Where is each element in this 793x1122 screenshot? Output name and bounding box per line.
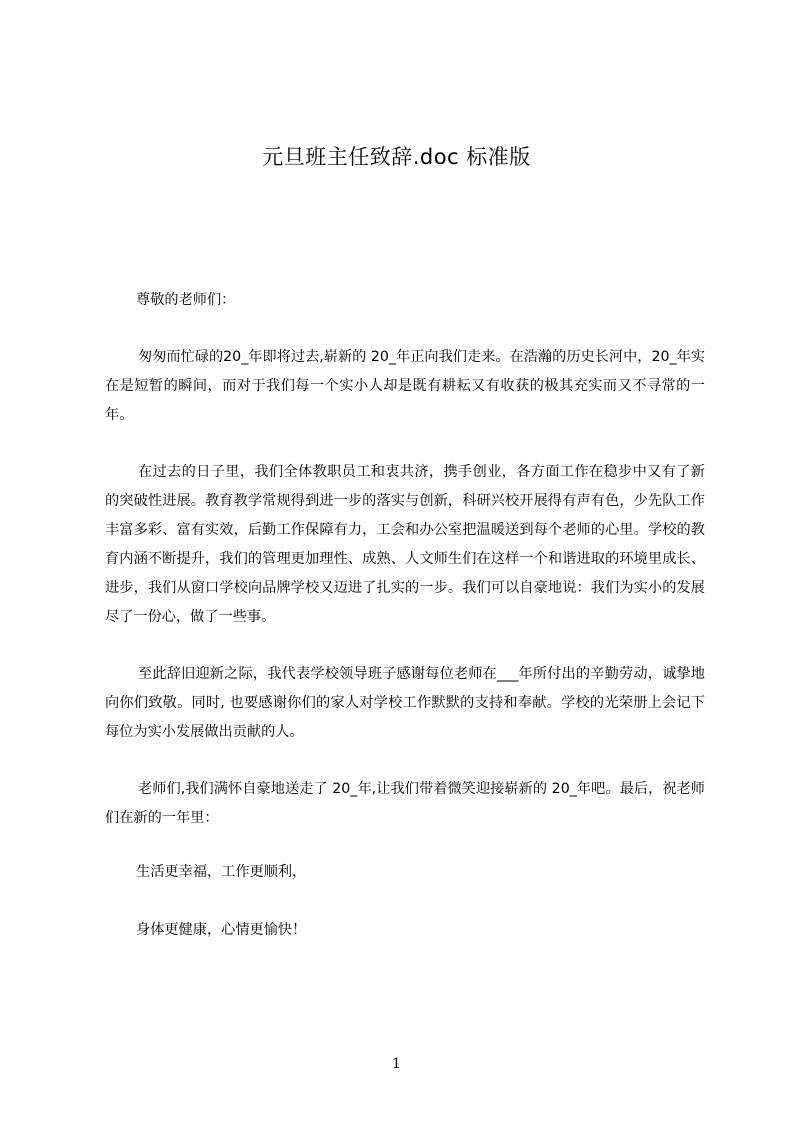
document-title: 元旦班主任致辞.doc 标准版	[262, 145, 531, 169]
blessing-line-1: 生活更幸福，工作更顺利，	[136, 864, 307, 880]
paragraph-4: 老师们,我们满怀自豪地送走了 20_年,让我们带着微笑迎接崭新的 20_年吧。最后，祝老师们在新的一年里：	[105, 781, 705, 826]
paragraph-2: 在过去的日子里，我们全体教职员工和衷共济，携手创业，各方面工作在稳步中又有了新的突破性进展。教育教学常规得到进一步的落实与创新，科研兴校开展得有声有色，少先队工作丰富多彩、富有实效，后勤工作保障有力，工会和办公室把温暖送到每个老师的心里。学校的教育内涵不断提升，我们的管理更加理性、成熟、人文师生们在这样一个和谐进取的环境里成长、进步，我们从窗口学校向品牌学校又迈进了扎实的一步。我们可以自豪地说：我们为实小的发展尽了一份心，做了一些事。	[105, 464, 705, 625]
paragraph-3: 至此辞旧迎新之际，我代表学校领导班子感谢每位老师在___年所付出的辛勤劳动，诚挚地向你们致敬。同时, 也要感谢你们的家人对学校工作默默的支持和奉献。学校的光荣册上会记下每位为实小发展做出贡献的人。	[105, 666, 705, 740]
paragraph-1: 匆匆而忙碌的20_年即将过去,崭新的 20_年正向我们走来。在浩瀚的历史长河中，20_年实在是短暂的瞬间，而对于我们每一个实小人却是既有耕耘又有收获的极其充实而又不寻常的一年。	[105, 349, 705, 423]
blessing-line-2: 身体更健康，心情更愉快！	[136, 922, 307, 938]
document-body	[105, 286, 705, 974]
salutation: 尊敬的老师们：	[136, 292, 236, 308]
page-number: 1	[392, 1056, 401, 1072]
